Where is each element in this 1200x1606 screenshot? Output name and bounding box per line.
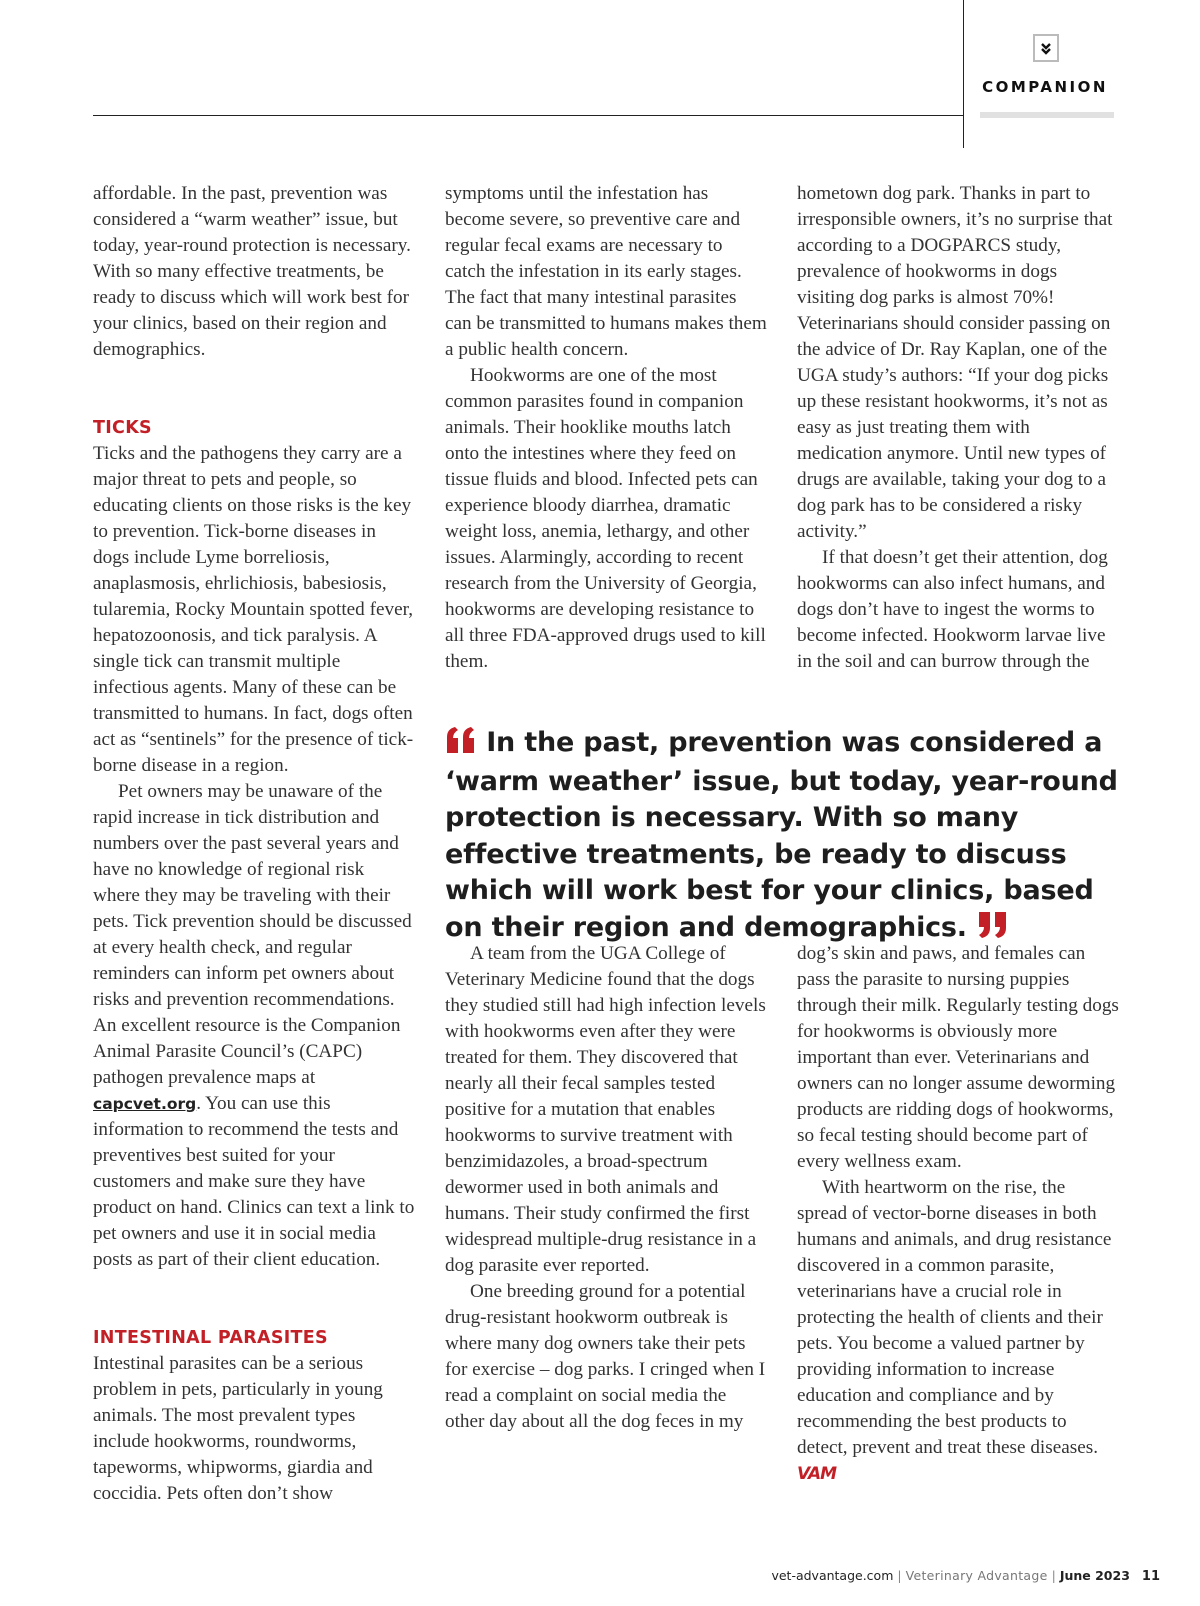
column-3-bottom bbox=[797, 941, 1119, 1487]
paragraph: hometown dog park. Thanks in part to irresponsible owners, it’s no surprise that according to a DOGPARCS study, prevalence of hookworms in dogs visiting dog parks is almost 70%! Veterinarians should consider passing on the advice of Dr. Ray Kaplan, one of the UGA study’s authors: “If your dog picks up these resistant hookworms, it’s not as easy as just treating them with medication anymore. Until new types of drugs are available, taking your dog to a dog park has to be considered a risky activity.” bbox=[797, 183, 1113, 542]
footer-date: June 2023 bbox=[1059, 1568, 1130, 1583]
footer-magazine: Veterinary Advantage bbox=[905, 1568, 1048, 1583]
heading-intestinal-parasites: INTESTINAL PARASITES bbox=[93, 1328, 328, 1348]
paragraph: dog’s skin and paws, and females can pass the parasite to nursing puppies through their milk. Regularly testing dogs for hookworms is obviously more important than ever. Veterinarians and owners can no longer assume deworming products are ridding dogs of hookworms, so fecal testing should become part of every wellness exam. bbox=[797, 943, 1119, 1172]
pull-quote bbox=[445, 725, 1125, 948]
footer: vet-advantage.com | Veterinary Advantage | June 2023 11 bbox=[771, 1568, 1160, 1584]
vam-end-mark: VAM bbox=[797, 1464, 837, 1484]
pull-quote-text: In the past, prevention was considered a ‘warm weather’ issue, but today, year-round protection is necessary. With so many effective treatments, be ready to discuss which will work best for your clinics, based on their region and demographics. bbox=[445, 727, 1118, 943]
chevron-down-icon bbox=[1033, 34, 1059, 62]
header-divider bbox=[963, 0, 964, 148]
paragraph: With heartworm on the rise, the spread of vector-borne diseases in both humans and animals, and drug resistance discovered in a common parasite, veterinarians have a crucial role in protecting the health of clients and their pets. You become a valued partner by providing information to increase education and compliance and by recommending the best products to detect, prevent and treat these diseases. VAM bbox=[797, 1177, 1112, 1484]
column-1 bbox=[93, 181, 415, 1507]
header-rule bbox=[93, 115, 963, 116]
paragraph: A team from the UGA College of Veterinary Medicine found that the dogs they studied still had high infection levels with hookworms even after they were treated for them. They discovered that nearly all their fecal samples tested positive for a mutation that enables hookworms to survive treatment with benzimidazoles, a broad-spectrum dewormer used in both animals and humans. Their study confirmed the first widespread multiple-drug resistance in a dog parasite ever reported. bbox=[445, 943, 766, 1276]
paragraph: symptoms until the infestation has become severe, so preventive care and regular fecal exams are necessary to catch the infestation in its early stages. The fact that many intestinal parasites can be transmitted to humans makes them a public health concern. bbox=[445, 183, 767, 360]
section-label: COMPANION bbox=[982, 78, 1108, 96]
column-2-top bbox=[445, 181, 767, 675]
paragraph: Ticks and the pathogens they carry are a major threat to pets and people, so educating clients on those risks is the key to prevention. Tick-borne diseases in dogs include Lyme borreliosis, anaplasmosis, ehrlichiosis, babesiosis, tularemia, Rocky Mountain spotted fever, hepatozoonosis, and tick paralysis. A single tick can transmit multiple infectious agents. Many of these can be transmitted to humans. In fact, dogs often act as “sentinels” for the presence of tick-borne disease in a region. bbox=[93, 443, 414, 776]
heading-ticks: TICKS bbox=[93, 418, 152, 438]
paragraph: affordable. In the past, prevention was considered a “warm weather” issue, but today, year-round protection is necessary. With so many effective treatments, be ready to discuss which will work best for your clinics, based on their region and demographics. bbox=[93, 183, 411, 360]
capc-link[interactable]: capcvet.org bbox=[93, 1095, 197, 1113]
paragraph: Pet owners may be unaware of the rapid increase in tick distribution and numbers over the past several years and have no knowledge of regional risk where they may be traveling with their pets. Tick prevention should be discussed at every health check, and regular reminders can inform pet owners about risks and prevention recommendations. An excellent resource is the Companion Animal Parasite Council’s (CAPC) pathogen prevalence maps at capcvet.org. You can use this information to recommend the tests and preventives best suited for your customers and make sure they have product on hand. Clinics can text a link to pet owners and use it in social media posts as part of their client education. bbox=[93, 781, 415, 1270]
paragraph: One breeding ground for a potential drug-resistant hookworm outbreak is where many dog owners take their pets for exercise – dog parks. I cringed when I read a complaint on social media the other day about all the dog feces in my bbox=[445, 1281, 766, 1432]
page-number: 11 bbox=[1141, 1569, 1160, 1584]
section-underline bbox=[980, 112, 1114, 118]
footer-site[interactable]: vet-advantage.com bbox=[771, 1568, 894, 1583]
column-2-bottom bbox=[445, 941, 767, 1435]
paragraph: Hookworms are one of the most common parasites found in companion animals. Their hooklike mouths latch onto the intestines where they feed on tissue fluids and blood. Infected pets can experience bloody diarrhea, dramatic weight loss, anemia, lethargy, and other issues. Alarmingly, according to recent research from the University of Georgia, hookworms are developing resistance to all three FDA-approved drugs used to kill them. bbox=[445, 365, 766, 672]
paragraph: If that doesn’t get their attention, dog hookworms can also infect humans, and dogs don’t have to ingest the worms to become infected. Hookworm larvae live in the soil and can burrow through the bbox=[797, 547, 1108, 672]
paragraph: Intestinal parasites can be a serious problem in pets, particularly in young animals. The most prevalent types include hookworms, roundworms, tapeworms, whipworms, giardia and coccidia. Pets often don’t show bbox=[93, 1353, 383, 1504]
open-quote-icon bbox=[445, 727, 477, 764]
column-3-top bbox=[797, 181, 1119, 675]
